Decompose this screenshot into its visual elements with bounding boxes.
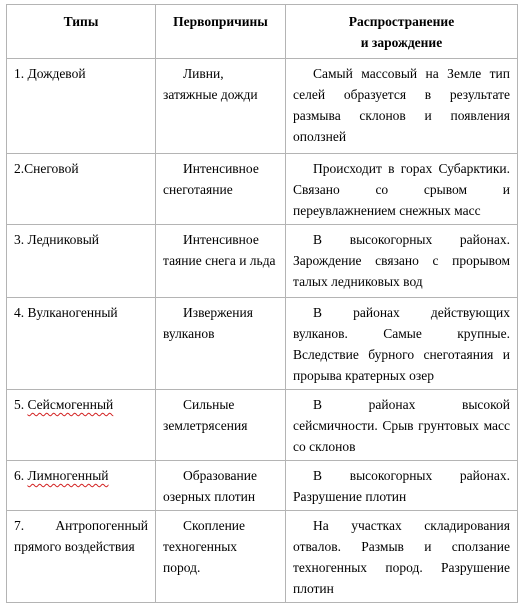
cell-description: На участках складирования отвалов. Размыв и сползание техногенных пород. Разрушение плотин: [286, 511, 518, 603]
mudflow-types-table: [6, 4, 518, 603]
header-type: Типы: [7, 5, 156, 59]
cell-description: В высокогорных районах. Разрушение плотин: [286, 461, 518, 511]
cell-cause: Ливни, затяжные дожди: [156, 59, 286, 154]
cell-cause: Интенсивное таяние снега и льда: [156, 225, 286, 298]
header-spread: [286, 5, 518, 59]
table-row: [7, 390, 518, 461]
cell-description: Самый массовый на Земле тип селей образуется в результате размыва склонов и появления оползней: [286, 59, 518, 154]
spellcheck-underlined-word[interactable]: Лимногенный: [27, 468, 109, 483]
type-line1: 7. Антропогенный: [14, 518, 148, 533]
cell-description: В районах высокой сейсмичности. Срыв грунтовых масс со склонов: [286, 390, 518, 461]
cell-type: 4. Вулканогенный: [7, 298, 156, 390]
table-row: [7, 225, 518, 298]
cell-type: [7, 511, 156, 603]
document-page: [6, 4, 518, 603]
cell-type: 1. Дождевой: [7, 59, 156, 154]
table-header-row: [7, 5, 518, 59]
cell-cause: Извержения вулканов: [156, 298, 286, 390]
cell-cause: Скопление техногенных пород.: [156, 511, 286, 603]
header-spread-line1: Распространение: [348, 14, 455, 29]
type-number: 5.: [14, 397, 25, 412]
cell-description: Происходит в горах Субарктики. Связано со срывом и переувлажнением снежных масс: [286, 154, 518, 225]
spellcheck-underlined-word[interactable]: Сейсмогенный: [27, 397, 114, 412]
cell-type: 3. Ледниковый: [7, 225, 156, 298]
type-number: 6.: [14, 468, 25, 483]
cell-cause: Интенсивное снеготаяние: [156, 154, 286, 225]
cell-type: [7, 461, 156, 511]
cell-cause: Сильные землетрясения: [156, 390, 286, 461]
table-row: [7, 59, 518, 154]
cell-description: В высокогорных районах. Зарождение связано с прорывом талых ледниковых вод: [286, 225, 518, 298]
type-line2: прямого воздействия: [14, 539, 135, 554]
table-row: [7, 461, 518, 511]
table-row: [7, 154, 518, 225]
header-spread-line2: и зарождение: [360, 35, 443, 50]
table-row: [7, 298, 518, 390]
table-row: [7, 511, 518, 603]
header-cause: Первопричины: [156, 5, 286, 59]
cell-type: [7, 390, 156, 461]
cell-description: В районах действующих вулканов. Самые крупные. Вследствие бурного снеготаяния и прорыва кратерных озер: [286, 298, 518, 390]
cell-cause: Образование озерных плотин: [156, 461, 286, 511]
cell-type: 2.Снеговой: [7, 154, 156, 225]
